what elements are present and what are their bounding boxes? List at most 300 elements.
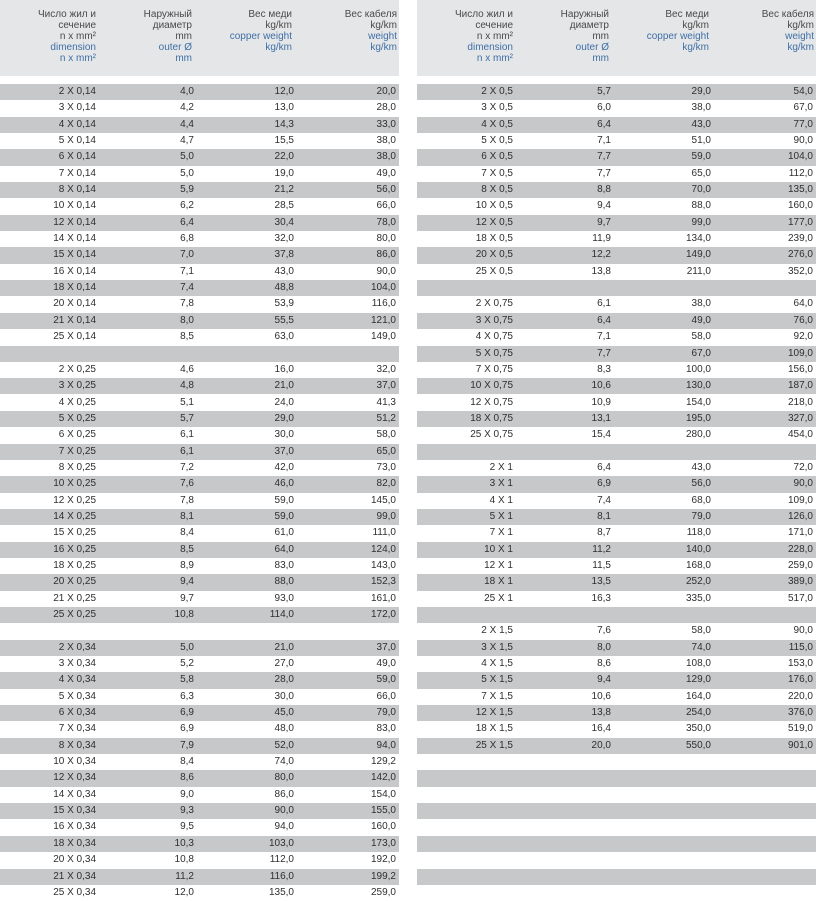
cell-outer-diameter: 7,8 <box>180 494 194 506</box>
table-row <box>0 721 399 737</box>
cell-copper-weight: 46,0 <box>274 478 294 490</box>
cell-outer-diameter: 5,7 <box>180 412 194 424</box>
cell-cable-weight: 104,0 <box>370 282 396 294</box>
cell-copper-weight: 19,0 <box>274 167 294 179</box>
cell-cable-weight: 220,0 <box>787 690 813 702</box>
table-row <box>417 509 816 525</box>
table-row <box>0 705 399 721</box>
cell-outer-diameter: 8,5 <box>180 543 194 555</box>
cell-dimension: 21 X 0,14 <box>53 314 96 326</box>
cell-cable-weight: 66,0 <box>376 690 396 702</box>
cell-outer-diameter: 6,2 <box>180 200 194 212</box>
cell-copper-weight: 90,0 <box>274 805 294 817</box>
cell-outer-diameter: 6,4 <box>597 314 611 326</box>
cell-dimension: 7 X 0,14 <box>58 167 96 179</box>
cell-outer-diameter: 9,7 <box>180 592 194 604</box>
cell-outer-diameter: 5,8 <box>180 674 194 686</box>
cell-cable-weight: 172,0 <box>370 609 396 620</box>
table-row <box>417 738 816 754</box>
cell-outer-diameter: 10,8 <box>174 609 194 620</box>
cell-outer-diameter: 8,6 <box>180 772 194 784</box>
cell-dimension: 12 X 1 <box>484 559 513 571</box>
cell-cable-weight: 33,0 <box>376 118 396 130</box>
cell-dimension: 2 X 0,34 <box>58 641 96 653</box>
cell-outer-diameter: 6,4 <box>597 118 611 130</box>
cell-outer-diameter: 15,4 <box>591 429 611 441</box>
cell-copper-weight: 64,0 <box>274 543 294 555</box>
cell-cable-weight: 67,0 <box>793 102 813 114</box>
cell-outer-diameter: 8,9 <box>180 559 194 571</box>
cell-copper-weight: 28,0 <box>274 674 294 686</box>
table-row <box>417 149 816 165</box>
table-row <box>0 133 399 149</box>
cell-copper-weight: 280,0 <box>685 429 711 441</box>
table-row <box>417 476 816 492</box>
cell-cable-weight: 92,0 <box>793 331 813 343</box>
cell-dimension: 10 X 0,5 <box>475 200 513 212</box>
table-row <box>417 247 816 263</box>
cell-copper-weight: 43,0 <box>691 461 711 473</box>
table-row <box>417 591 816 607</box>
cell-outer-diameter: 7,9 <box>180 739 194 751</box>
cell-cable-weight: 228,0 <box>787 543 813 555</box>
cell-dimension: 2 X 1 <box>489 461 513 473</box>
cell-cable-weight: 239,0 <box>787 233 813 245</box>
table-row <box>0 787 399 803</box>
cell-cable-weight: 176,0 <box>787 674 813 686</box>
table-row-blank <box>417 836 816 852</box>
cell-dimension: 3 X 0,34 <box>58 658 96 670</box>
cell-cable-weight: 64,0 <box>793 298 813 310</box>
cell-copper-weight: 252,0 <box>685 576 711 588</box>
table-row <box>0 215 399 231</box>
table-row <box>0 460 399 476</box>
cell-cable-weight: 276,0 <box>787 249 813 261</box>
cell-outer-diameter: 5,0 <box>180 167 194 179</box>
table-row <box>0 869 399 885</box>
cell-dimension: 3 X 1,5 <box>481 641 513 653</box>
table-row <box>0 362 399 378</box>
cell-copper-weight: 38,0 <box>691 102 711 114</box>
cell-outer-diameter: 8,3 <box>597 363 611 375</box>
cell-outer-diameter: 12,2 <box>591 249 611 261</box>
table-row-blank <box>417 885 816 901</box>
cell-copper-weight: 48,0 <box>274 723 294 735</box>
cell-cable-weight: 77,0 <box>793 118 813 130</box>
cell-dimension: 20 X 0,34 <box>53 854 96 866</box>
cell-dimension: 12 X 0,14 <box>53 216 96 228</box>
cell-cable-weight: 54,0 <box>793 86 813 97</box>
cell-dimension: 4 X 0,5 <box>481 118 513 130</box>
cell-outer-diameter: 9,4 <box>597 674 611 686</box>
cell-cable-weight: 112,0 <box>788 167 813 179</box>
table-row <box>0 591 399 607</box>
cell-outer-diameter: 8,6 <box>597 658 611 670</box>
cell-copper-weight: 68,0 <box>691 494 711 506</box>
cell-copper-weight: 154,0 <box>685 396 711 408</box>
table-row-blank <box>417 819 816 835</box>
table-row <box>417 329 816 345</box>
table-row <box>417 689 816 705</box>
cell-outer-diameter: 7,7 <box>597 151 611 163</box>
cell-outer-diameter: 4,8 <box>180 380 194 392</box>
cell-copper-weight: 16,0 <box>274 363 294 375</box>
table-row <box>0 525 399 541</box>
cell-outer-diameter: 4,4 <box>180 118 194 130</box>
cell-copper-weight: 83,0 <box>274 559 294 571</box>
cell-copper-weight: 134,0 <box>685 233 711 245</box>
table-row <box>417 656 816 672</box>
cell-copper-weight: 116,0 <box>269 870 294 882</box>
cell-dimension: 4 X 0,75 <box>475 331 513 343</box>
cell-dimension: 7 X 1 <box>489 527 513 539</box>
table-row <box>417 346 816 362</box>
cell-copper-weight: 79,0 <box>691 510 711 522</box>
table-row <box>417 166 816 182</box>
cell-copper-weight: 59,0 <box>274 494 294 506</box>
cell-dimension: 12 X 1,5 <box>475 707 513 719</box>
cell-copper-weight: 108,0 <box>685 658 711 670</box>
cell-dimension: 6 X 0,5 <box>481 151 513 163</box>
cell-cable-weight: 104,0 <box>787 151 813 163</box>
cell-dimension: 2 X 0,14 <box>58 86 96 97</box>
cell-cable-weight: 90,0 <box>793 625 813 637</box>
cell-copper-weight: 74,0 <box>274 756 294 768</box>
cell-outer-diameter: 11,5 <box>592 559 611 571</box>
cell-dimension: 21 X 0,34 <box>53 870 96 882</box>
cell-copper-weight: 335,0 <box>685 592 711 604</box>
cell-cable-weight: 454,0 <box>787 429 813 441</box>
cell-cable-weight: 327,0 <box>787 412 813 424</box>
table-row-blank <box>417 803 816 819</box>
cell-dimension: 25 X 0,14 <box>53 331 96 343</box>
table-row <box>0 493 399 509</box>
table-row <box>0 640 399 656</box>
cell-cable-weight: 86,0 <box>376 249 396 261</box>
header-copper-weight: Вес меди kg/km copper weight kg/km <box>646 9 709 53</box>
cell-copper-weight: 100,0 <box>685 363 711 375</box>
cell-cable-weight: 259,0 <box>370 886 396 898</box>
cell-outer-diameter: 9,4 <box>597 200 611 212</box>
cell-dimension: 16 X 0,25 <box>53 543 96 555</box>
cell-copper-weight: 74,0 <box>691 641 711 653</box>
cell-copper-weight: 59,0 <box>691 151 711 163</box>
cell-copper-weight: 45,0 <box>274 707 294 719</box>
cell-copper-weight: 94,0 <box>274 821 294 833</box>
right-table-header <box>417 0 816 76</box>
table-row-blank <box>0 346 399 362</box>
cell-dimension: 7 X 1,5 <box>481 690 513 702</box>
cell-outer-diameter: 11,2 <box>175 870 194 882</box>
cell-copper-weight: 12,0 <box>274 86 294 97</box>
cell-copper-weight: 56,0 <box>691 478 711 490</box>
cell-dimension: 8 X 0,34 <box>58 739 96 751</box>
cell-copper-weight: 164,0 <box>685 690 711 702</box>
cell-dimension: 6 X 0,25 <box>58 429 96 441</box>
right-table <box>417 0 816 901</box>
cell-outer-diameter: 4,7 <box>180 135 194 147</box>
cell-copper-weight: 168,0 <box>685 559 711 571</box>
table-row-blank <box>417 280 816 296</box>
cell-cable-weight: 38,0 <box>376 151 396 163</box>
cell-outer-diameter: 7,1 <box>180 265 194 277</box>
table-row <box>0 117 399 133</box>
cell-outer-diameter: 7,1 <box>597 331 611 343</box>
cell-copper-weight: 22,0 <box>274 151 294 163</box>
cell-dimension: 3 X 0,5 <box>481 102 513 114</box>
cell-copper-weight: 32,0 <box>274 233 294 245</box>
cell-dimension: 4 X 1 <box>489 494 513 506</box>
cell-copper-weight: 37,0 <box>274 445 294 457</box>
cell-outer-diameter: 7,7 <box>597 167 611 179</box>
table-row <box>0 84 399 100</box>
cell-outer-diameter: 5,1 <box>180 396 194 408</box>
cell-outer-diameter: 4,6 <box>180 363 194 375</box>
cell-outer-diameter: 7,7 <box>597 347 611 359</box>
cell-outer-diameter: 10,3 <box>174 837 194 849</box>
cell-outer-diameter: 13,1 <box>591 412 611 424</box>
cell-dimension: 5 X 1 <box>489 510 513 522</box>
cell-cable-weight: 115,0 <box>788 641 813 653</box>
cell-dimension: 5 X 0,34 <box>58 690 96 702</box>
cell-outer-diameter: 13,5 <box>591 576 611 588</box>
cell-copper-weight: 51,0 <box>691 135 711 147</box>
cell-copper-weight: 43,0 <box>274 265 294 277</box>
cell-cable-weight: 517,0 <box>787 592 813 604</box>
header-dimension: Число жил и сечение n x mm² dimension n x mm² <box>454 9 513 64</box>
cell-cable-weight: 72,0 <box>793 461 813 473</box>
cell-cable-weight: 173,0 <box>370 837 396 849</box>
table-row <box>417 574 816 590</box>
cell-copper-weight: 37,8 <box>274 249 294 261</box>
cell-outer-diameter: 7,6 <box>597 625 611 637</box>
table-row <box>0 231 399 247</box>
cell-outer-diameter: 10,8 <box>174 854 194 866</box>
cell-cable-weight: 901,0 <box>787 739 813 751</box>
cell-copper-weight: 13,0 <box>274 102 294 114</box>
table-row <box>417 296 816 312</box>
table-row <box>0 803 399 819</box>
cell-dimension: 18 X 0,14 <box>53 282 96 294</box>
cell-dimension: 2 X 0,75 <box>475 298 513 310</box>
cell-cable-weight: 519,0 <box>787 723 813 735</box>
cell-dimension: 5 X 0,14 <box>58 135 96 147</box>
cell-copper-weight: 58,0 <box>691 625 711 637</box>
cell-dimension: 25 X 1 <box>484 592 513 604</box>
cell-cable-weight: 376,0 <box>787 707 813 719</box>
cell-cable-weight: 352,0 <box>787 265 813 277</box>
cell-copper-weight: 86,0 <box>274 788 294 800</box>
left-table-header <box>0 0 399 76</box>
cell-copper-weight: 30,0 <box>274 429 294 441</box>
cell-dimension: 20 X 0,5 <box>475 249 513 261</box>
table-row <box>417 460 816 476</box>
header-cable-weight: Вес кабеля kg/km weight kg/km <box>344 9 397 53</box>
cell-outer-diameter: 7,4 <box>597 494 611 506</box>
cell-cable-weight: 76,0 <box>793 314 813 326</box>
cell-copper-weight: 70,0 <box>691 184 711 196</box>
table-row <box>417 672 816 688</box>
table-row <box>0 836 399 852</box>
cell-dimension: 3 X 1 <box>489 478 513 490</box>
cell-dimension: 25 X 0,25 <box>53 609 96 620</box>
cell-copper-weight: 58,0 <box>691 331 711 343</box>
cell-dimension: 4 X 0,34 <box>58 674 96 686</box>
cell-outer-diameter: 8,7 <box>597 527 611 539</box>
cell-cable-weight: 28,0 <box>376 102 396 114</box>
table-row <box>0 672 399 688</box>
cell-dimension: 2 X 0,25 <box>58 363 96 375</box>
left-table <box>0 0 399 901</box>
table-row <box>0 280 399 296</box>
cell-copper-weight: 65,0 <box>691 167 711 179</box>
cell-outer-diameter: 16,3 <box>591 592 611 604</box>
table-row <box>0 182 399 198</box>
cell-outer-diameter: 12,0 <box>174 886 194 898</box>
cell-outer-diameter: 8,0 <box>180 314 194 326</box>
cell-dimension: 2 X 1,5 <box>481 625 513 637</box>
table-row <box>0 264 399 280</box>
cell-copper-weight: 350,0 <box>685 723 711 735</box>
table-row <box>0 427 399 443</box>
cell-cable-weight: 65,0 <box>376 445 396 457</box>
table-row <box>0 198 399 214</box>
cell-outer-diameter: 9,3 <box>180 805 194 817</box>
cell-cable-weight: 41,3 <box>376 396 396 408</box>
cell-cable-weight: 171,0 <box>787 527 813 539</box>
cell-cable-weight: 32,0 <box>376 363 396 375</box>
cell-dimension: 10 X 0,25 <box>53 478 96 490</box>
cell-copper-weight: 49,0 <box>691 314 711 326</box>
cell-outer-diameter: 8,5 <box>180 331 194 343</box>
table-row <box>0 329 399 345</box>
cell-cable-weight: 79,0 <box>376 707 396 719</box>
cell-dimension: 25 X 1,5 <box>475 739 513 751</box>
cell-dimension: 16 X 0,14 <box>53 265 96 277</box>
cell-outer-diameter: 10,9 <box>591 396 611 408</box>
table-row <box>417 362 816 378</box>
cell-outer-diameter: 6,8 <box>180 233 194 245</box>
cell-dimension: 16 X 0,34 <box>53 821 96 833</box>
cell-dimension: 4 X 0,25 <box>58 396 96 408</box>
cell-outer-diameter: 7,0 <box>180 249 194 261</box>
cell-outer-diameter: 11,2 <box>592 543 611 555</box>
cell-dimension: 6 X 0,14 <box>58 151 96 163</box>
cell-cable-weight: 90,0 <box>793 478 813 490</box>
cell-copper-weight: 30,4 <box>274 216 294 228</box>
cell-outer-diameter: 6,1 <box>597 298 611 310</box>
cell-outer-diameter: 8,8 <box>597 184 611 196</box>
cell-copper-weight: 38,0 <box>691 298 711 310</box>
cell-dimension: 21 X 0,25 <box>53 592 96 604</box>
cell-cable-weight: 20,0 <box>376 86 396 97</box>
header-outer-diameter: Наружный диаметр mm outer Ø mm <box>560 9 609 64</box>
table-row <box>0 558 399 574</box>
cell-cable-weight: 111,0 <box>372 527 396 539</box>
cell-dimension: 3 X 0,75 <box>475 314 513 326</box>
cell-cable-weight: 94,0 <box>376 739 396 751</box>
cell-dimension: 7 X 0,34 <box>58 723 96 735</box>
cell-cable-weight: 142,0 <box>370 772 396 784</box>
table-row <box>417 215 816 231</box>
cell-cable-weight: 153,0 <box>787 658 813 670</box>
cell-outer-diameter: 6,9 <box>180 723 194 735</box>
cell-copper-weight: 53,9 <box>274 298 294 310</box>
cell-dimension: 18 X 1,5 <box>475 723 513 735</box>
cell-dimension: 8 X 0,14 <box>58 184 96 196</box>
cell-outer-diameter: 4,2 <box>180 102 194 114</box>
table-row <box>0 770 399 786</box>
cell-cable-weight: 259,0 <box>787 559 813 571</box>
table-row <box>0 574 399 590</box>
cell-copper-weight: 254,0 <box>685 707 711 719</box>
cell-copper-weight: 114,0 <box>269 609 294 620</box>
cell-dimension: 18 X 1 <box>484 576 513 588</box>
cell-copper-weight: 14,3 <box>274 118 294 130</box>
cell-copper-weight: 52,0 <box>274 739 294 751</box>
table-row <box>417 378 816 394</box>
cell-outer-diameter: 4,0 <box>180 86 194 97</box>
cell-cable-weight: 126,0 <box>787 510 813 522</box>
table-row-blank <box>417 607 816 623</box>
table-row <box>417 231 816 247</box>
cell-cable-weight: 129,2 <box>370 756 396 768</box>
cell-dimension: 10 X 0,75 <box>470 380 513 392</box>
table-row <box>417 84 816 100</box>
cell-dimension: 5 X 0,5 <box>481 135 513 147</box>
cell-cable-weight: 49,0 <box>376 658 396 670</box>
cell-cable-weight: 192,0 <box>370 854 396 866</box>
cell-cable-weight: 99,0 <box>376 510 396 522</box>
cell-dimension: 7 X 0,75 <box>475 363 513 375</box>
cell-cable-weight: 66,0 <box>376 200 396 212</box>
cell-dimension: 8 X 0,25 <box>58 461 96 473</box>
cell-cable-weight: 37,0 <box>376 641 396 653</box>
cell-outer-diameter: 5,9 <box>180 184 194 196</box>
cell-outer-diameter: 10,6 <box>591 690 611 702</box>
cell-copper-weight: 59,0 <box>274 510 294 522</box>
table-row <box>417 264 816 280</box>
cell-outer-diameter: 9,0 <box>180 788 194 800</box>
cell-dimension: 12 X 0,75 <box>470 396 513 408</box>
cell-dimension: 20 X 0,25 <box>53 576 96 588</box>
table-row <box>0 754 399 770</box>
cell-copper-weight: 93,0 <box>274 592 294 604</box>
cell-dimension: 14 X 0,25 <box>53 510 96 522</box>
cell-outer-diameter: 8,4 <box>180 527 194 539</box>
cell-copper-weight: 135,0 <box>268 886 294 898</box>
cell-outer-diameter: 11,9 <box>592 233 611 245</box>
cell-outer-diameter: 20,0 <box>591 739 611 751</box>
table-row <box>417 313 816 329</box>
cell-copper-weight: 48,8 <box>274 282 294 294</box>
cell-dimension: 15 X 0,25 <box>53 527 96 539</box>
cell-dimension: 14 X 0,14 <box>53 233 96 245</box>
cell-outer-diameter: 6,1 <box>180 445 194 457</box>
cell-cable-weight: 161,0 <box>370 592 396 604</box>
cell-dimension: 15 X 0,14 <box>53 249 96 261</box>
table-row <box>417 182 816 198</box>
cell-cable-weight: 73,0 <box>376 461 396 473</box>
cell-cable-weight: 121,0 <box>370 314 396 326</box>
cell-dimension: 5 X 0,25 <box>58 412 96 424</box>
cell-copper-weight: 88,0 <box>274 576 294 588</box>
cell-dimension: 5 X 0,75 <box>475 347 513 359</box>
table-row <box>0 885 399 901</box>
cell-copper-weight: 118,0 <box>686 527 711 539</box>
cell-outer-diameter: 6,9 <box>180 707 194 719</box>
cell-copper-weight: 21,0 <box>274 380 294 392</box>
